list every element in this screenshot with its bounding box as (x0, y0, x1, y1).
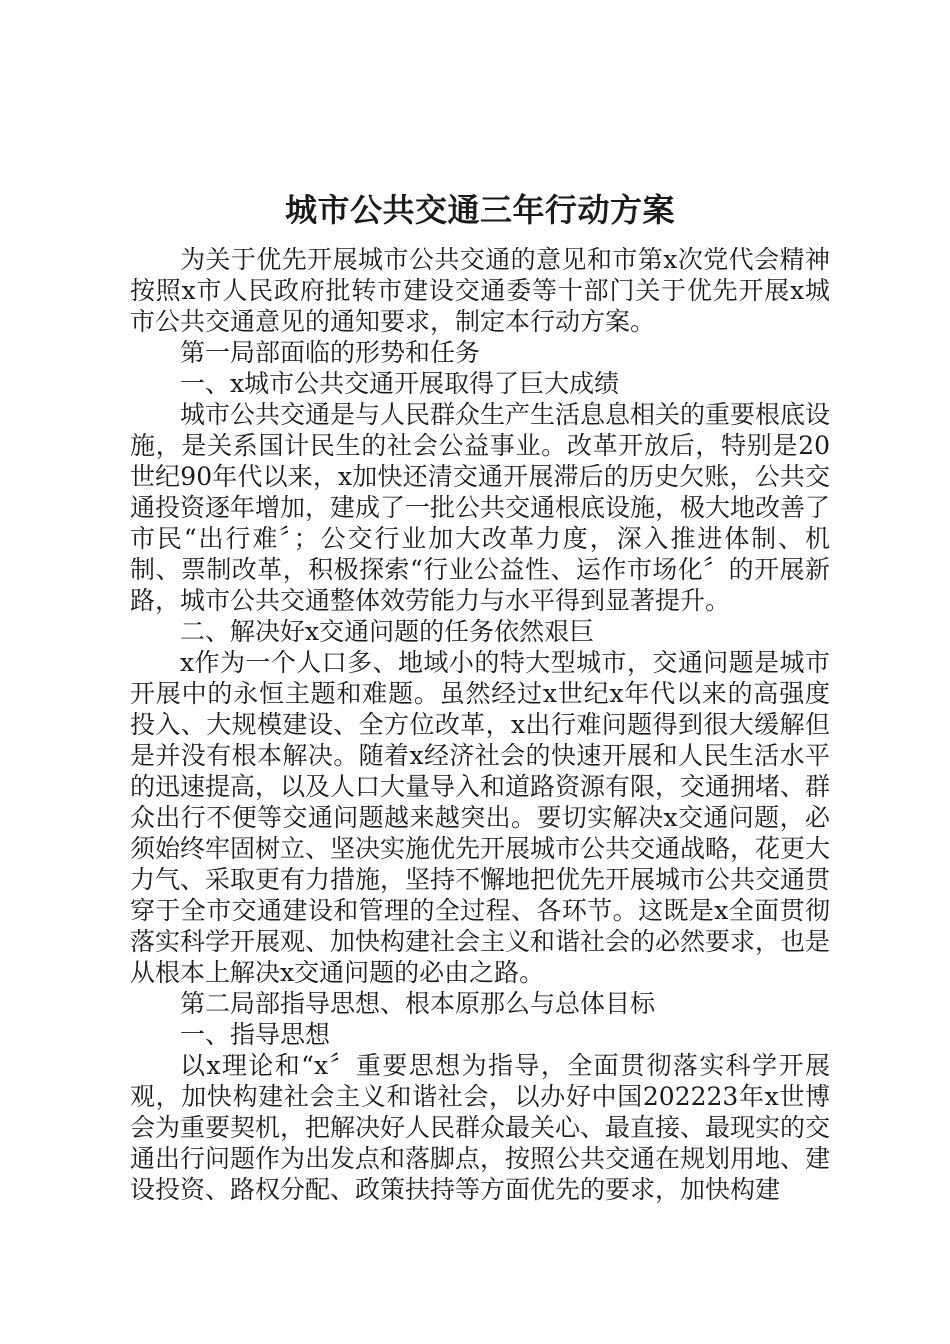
section-heading-part-two: 第二局部指导思想、根本原那么与总体目标 (180, 989, 656, 1018)
achievements-paragraph: 城市公共交通是与人民群众生产生活息息相关的重要根底设施，是关系国计民生的社会公益事业。改革开放后，特别是20世纪90年代以来，x加快还清交通开展滞后的历史欠账，公共交通投资逐年增加，建成了一批公共交通根底设施，极大地改善了市民“出行难〞；公交行业加大改革力度，深入推进体制、机制、票制改革，积极探索“行业公益性、运作市场化〞的开展新路，城市公共交通整体效劳能力与水平得到显著提升。 (130, 400, 831, 615)
guiding-ideology-paragraph: 以x理论和“x〞重要思想为指导，全面贯彻落实科学开展观，加快构建社会主义和谐社会，以办好中国202223年x世博会为重要契机，把解决好人民群众最关心、最直接、最现实的交通出行问题作为出发点和落脚点，按照公共交通在规划用地、建设投资、路权分配、政策扶持等方面优先的要求，加快构建 (130, 1051, 831, 1204)
intro-paragraph: 为关于优先开展城市公共交通的意见和市第x次党代会精神按照x市人民政府批转市建设交通委等十部门关于优先开展x城市公共交通意见的通知要求，制定本行动方案。 (130, 245, 830, 336)
subsection-heading-achievements: 一、x城市公共交通开展取得了巨大成绩 (180, 369, 620, 398)
document-title: 城市公共交通三年行动方案 (284, 191, 675, 229)
tasks-paragraph: x作为一个人口多、地域小的特大型城市，交通问题是城市开展中的永恒主题和难题。虽然经过x世纪x年代以来的高强度投入、大规模建设、全方位改革，x出行难问题得到很大缓解但是并没有根本解决。随着x经济社会的快速开展和人民生活水平的迅速提高，以及人口大量导入和道路资源有限，交通拥堵、群众出行不便等交通问题越来越突出。要切实解决x交通问题，必须始终牢固树立、坚决实施优先开展城市公共交通战略，花更大力气、采取更有力措施，坚持不懈地把优先开展城市公共交通贯穿于全市交通建设和管理的全过程、各环节。这既是x全面贯彻落实科学开展观、加快构建社会主义和谐社会的必然要求，也是从根本上解决x交通问题的必由之路。 (130, 648, 831, 987)
document-page (130, 188, 830, 1205)
subsection-heading-tasks: 二、解决好x交通问题的任务依然艰巨 (180, 617, 595, 646)
section-heading-part-one: 第一局部面临的形势和任务 (180, 338, 481, 367)
subsection-heading-guiding-ideology: 一、指导思想 (180, 1020, 331, 1049)
